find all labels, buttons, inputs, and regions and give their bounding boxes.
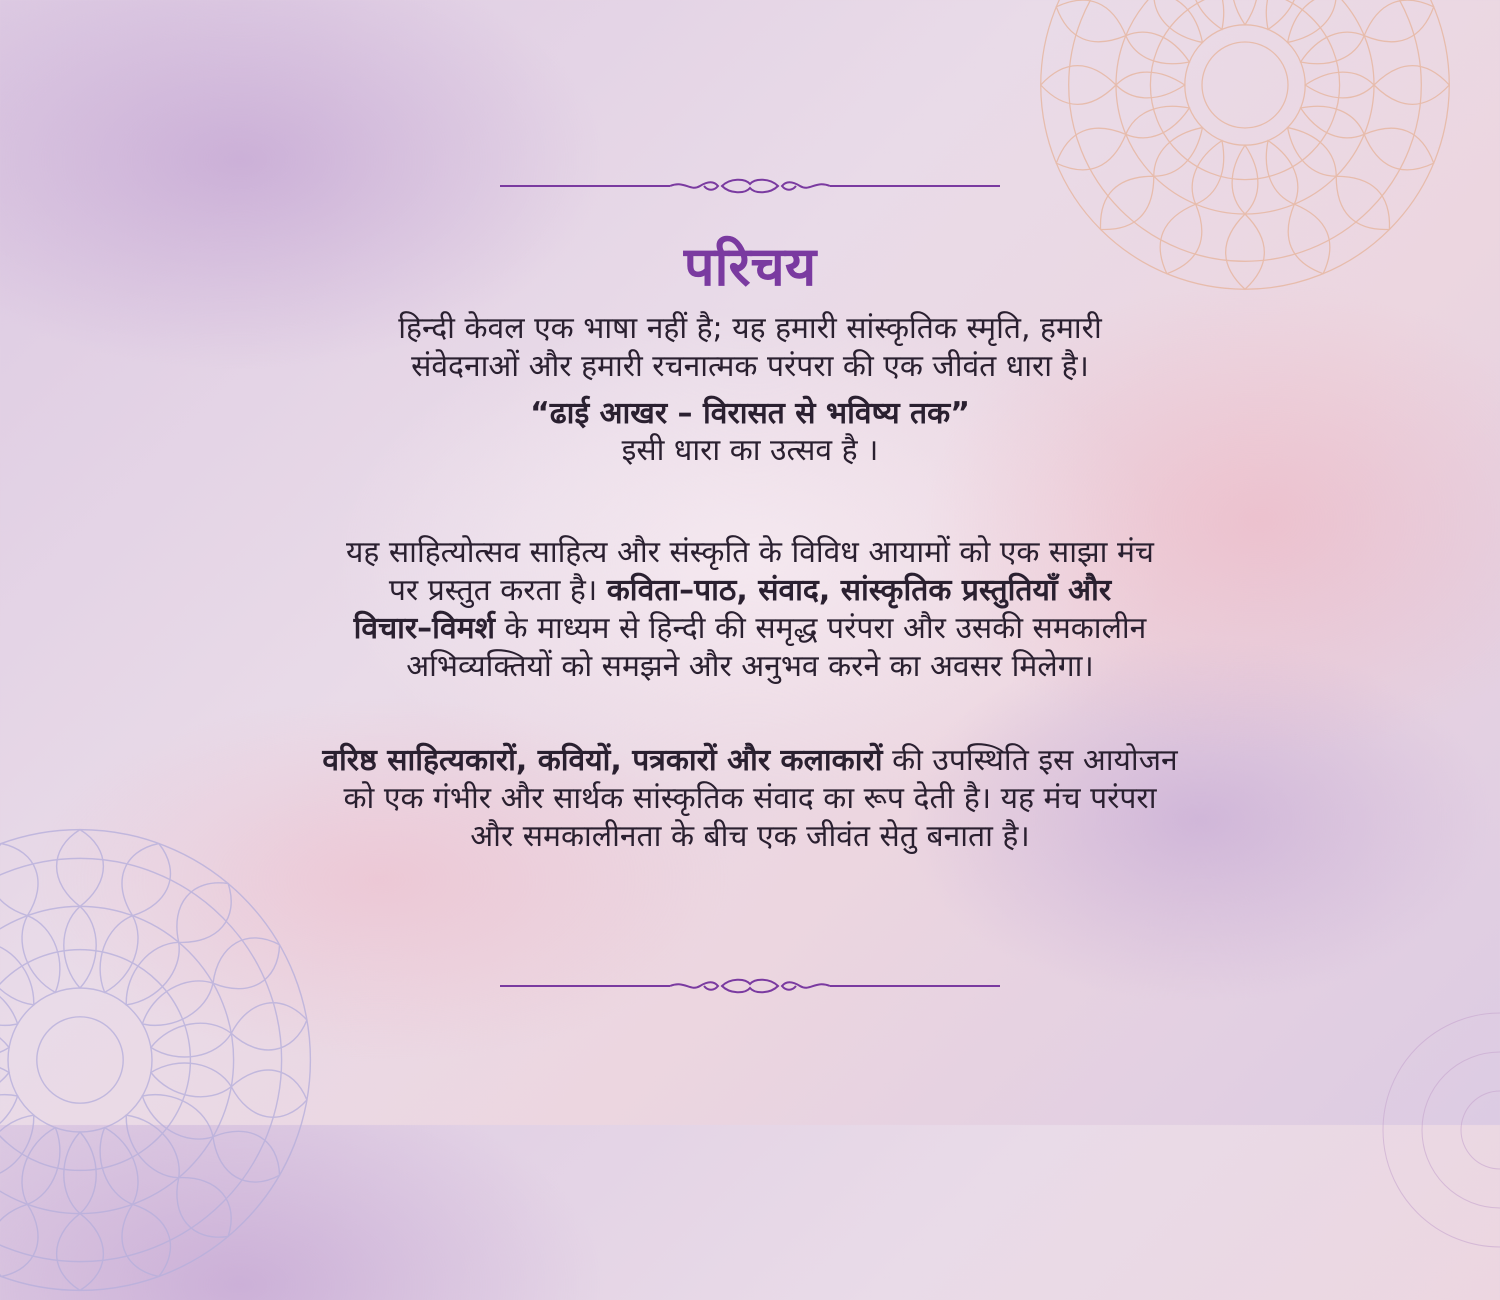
mandala-bottom-left-decoration (0, 820, 320, 1300)
ornamental-divider-bottom (500, 976, 1000, 996)
para2-line-2-bold: कविता–पाठ, संवाद, सांस्कृतिक प्रस्तुतियाँ और (606, 573, 1112, 608)
introduction-section (150, 228, 1350, 856)
para2-line-3-plain: के माध्यम से हिन्दी की समृद्ध परंपरा और उसकी समकालीन (494, 611, 1147, 646)
para2-line-2-plain: पर प्रस्तुत करता है। (388, 573, 607, 608)
mandala-bottom-right-decoration (1370, 1000, 1500, 1260)
para2-line-4: अभिव्यक्तियों को समझने और अनुभव करने का अवसर मिलेगा। (406, 649, 1094, 684)
para2-line-1: यह साहित्योत्सव साहित्य और संस्कृति के विविध आयामों को एक साझा मंच (346, 535, 1154, 570)
intro-line-1: हिन्दी केवल एक भाषा नहीं है; यह हमारी सांस्कृतिक स्मृति, हमारी (398, 311, 1102, 346)
ornamental-divider-top (500, 176, 1000, 196)
event-tagline-quote: “ढाई आखर – विरासत से भविष्य तक” (530, 396, 970, 431)
intro-paragraph (150, 310, 1350, 386)
event-tagline-subtext: इसी धारा का उत्सव है । (621, 433, 879, 468)
participants-paragraph (150, 742, 1350, 856)
para3-line-3: और समकालीनता के बीच एक जीवंत सेतु बनाता है। (470, 819, 1030, 854)
para3-line-1-bold: वरिष्ठ साहित्यकारों, कवियों, पत्रकारों और कलाकारों (322, 743, 883, 778)
para3-line-1-plain: की उपस्थिति इस आयोजन (882, 743, 1178, 778)
intro-line-2: संवेदनाओं और हमारी रचनात्मक परंपरा की एक जीवंत धारा है। (411, 349, 1089, 384)
para2-line-3-bold: विचार–विमर्श (353, 611, 495, 646)
para3-line-2: को एक गंभीर और सार्थक सांस्कृतिक संवाद का रूप देती है। यह मंच परंपरा (343, 781, 1157, 816)
festival-description-paragraph (150, 534, 1350, 686)
page-title: परिचय (683, 235, 817, 298)
